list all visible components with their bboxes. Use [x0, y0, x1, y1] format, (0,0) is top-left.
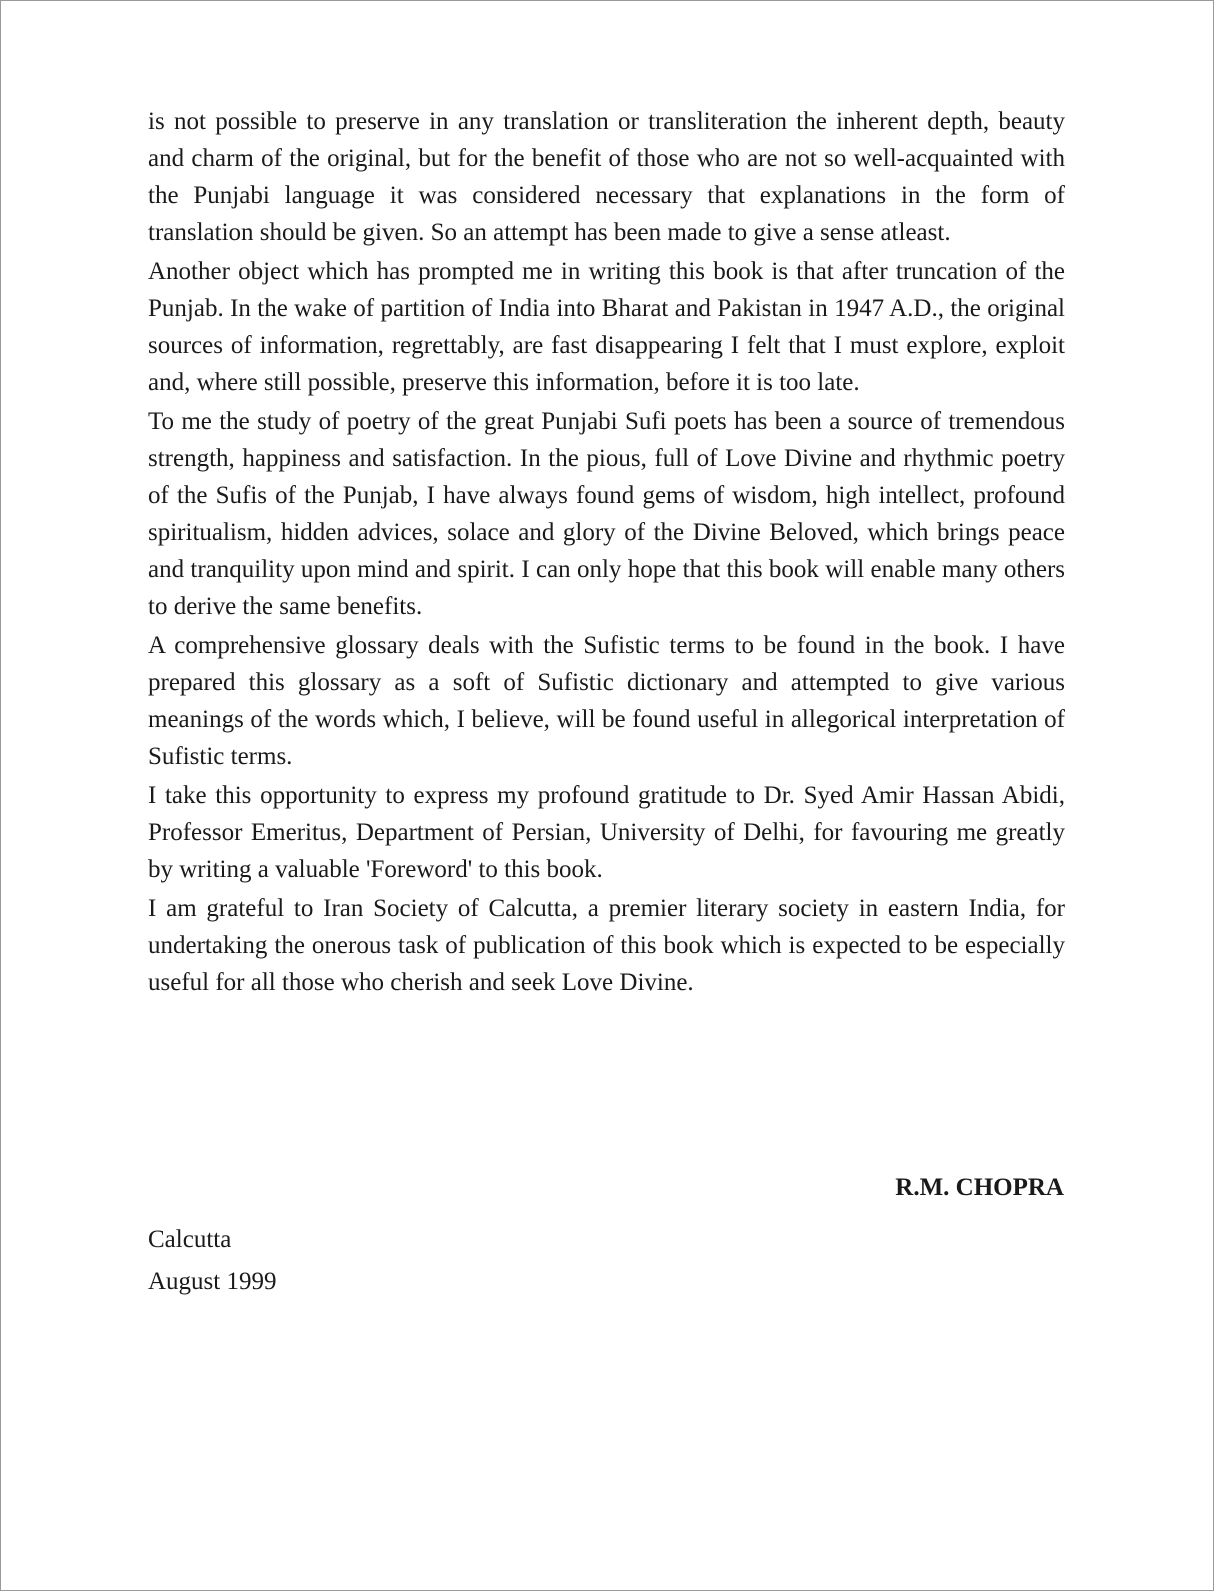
paragraph-translation: is not possible to preserve in any translation or transliteration the inherent depth, beauty and charm of the original, but for the benefit of those who are not so well-acquainted with the Punjabi language it was considered necessary that explanations in the form of translation should be given. So an attempt has been made to give a sense atleast.	[148, 108, 1065, 246]
paragraph-object: Another object which has prompted me in writing this book is that after truncation of the Punjab. In the wake of partition of India into Bharat and Pakistan in 1947 A.D., the original sources of information, regrettably, are fast disappearing I felt that I must explore, exploit and, where still possible, preserve this information, before it is too late.	[148, 258, 1065, 396]
paragraph-publisher: I am grateful to Iran Society of Calcutta, a premier literary society in eastern India, for undertaking the onerous task of publication of this book which is expected to be especially useful for all those who cherish and seek Love Divine.	[148, 895, 1065, 996]
paragraph-glossary: A comprehensive glossary deals with the Sufistic terms to be found in the book. I have prepared this glossary as a soft of Sufistic dictionary and attempted to give various meanings of the words which, I believe, will be found useful in allegorical interpretation of Sufistic terms.	[148, 632, 1065, 770]
author-signature: R.M. CHOPRA	[895, 1174, 1064, 1201]
date-label: August 1999	[148, 1268, 277, 1295]
paragraph-gratitude: I take this opportunity to express my profound gratitude to Dr. Syed Amir Hassan Abidi, Professor Emeritus, Department of Persian, University of Delhi, for favouring me greatly by writing a valuable 'Foreword' to this book.	[148, 782, 1065, 883]
place-date-block	[148, 1219, 276, 1303]
body-text	[148, 103, 1065, 1003]
place-label: Calcutta	[148, 1226, 232, 1253]
paragraph-study: To me the study of poetry of the great Punjabi Sufi poets has been a source of tremendous strength, happiness and satisfaction. In the pious, full of Love Divine and rhythmic poetry of the Sufis of the Punjab, I have always found gems of wisdom, high intellect, profound spiritualism, hidden advices, solace and glory of the Divine Beloved, which brings peace and tranquility upon mind and spirit. I can only hope that this book will enable many others to derive the same benefits.	[148, 408, 1065, 620]
